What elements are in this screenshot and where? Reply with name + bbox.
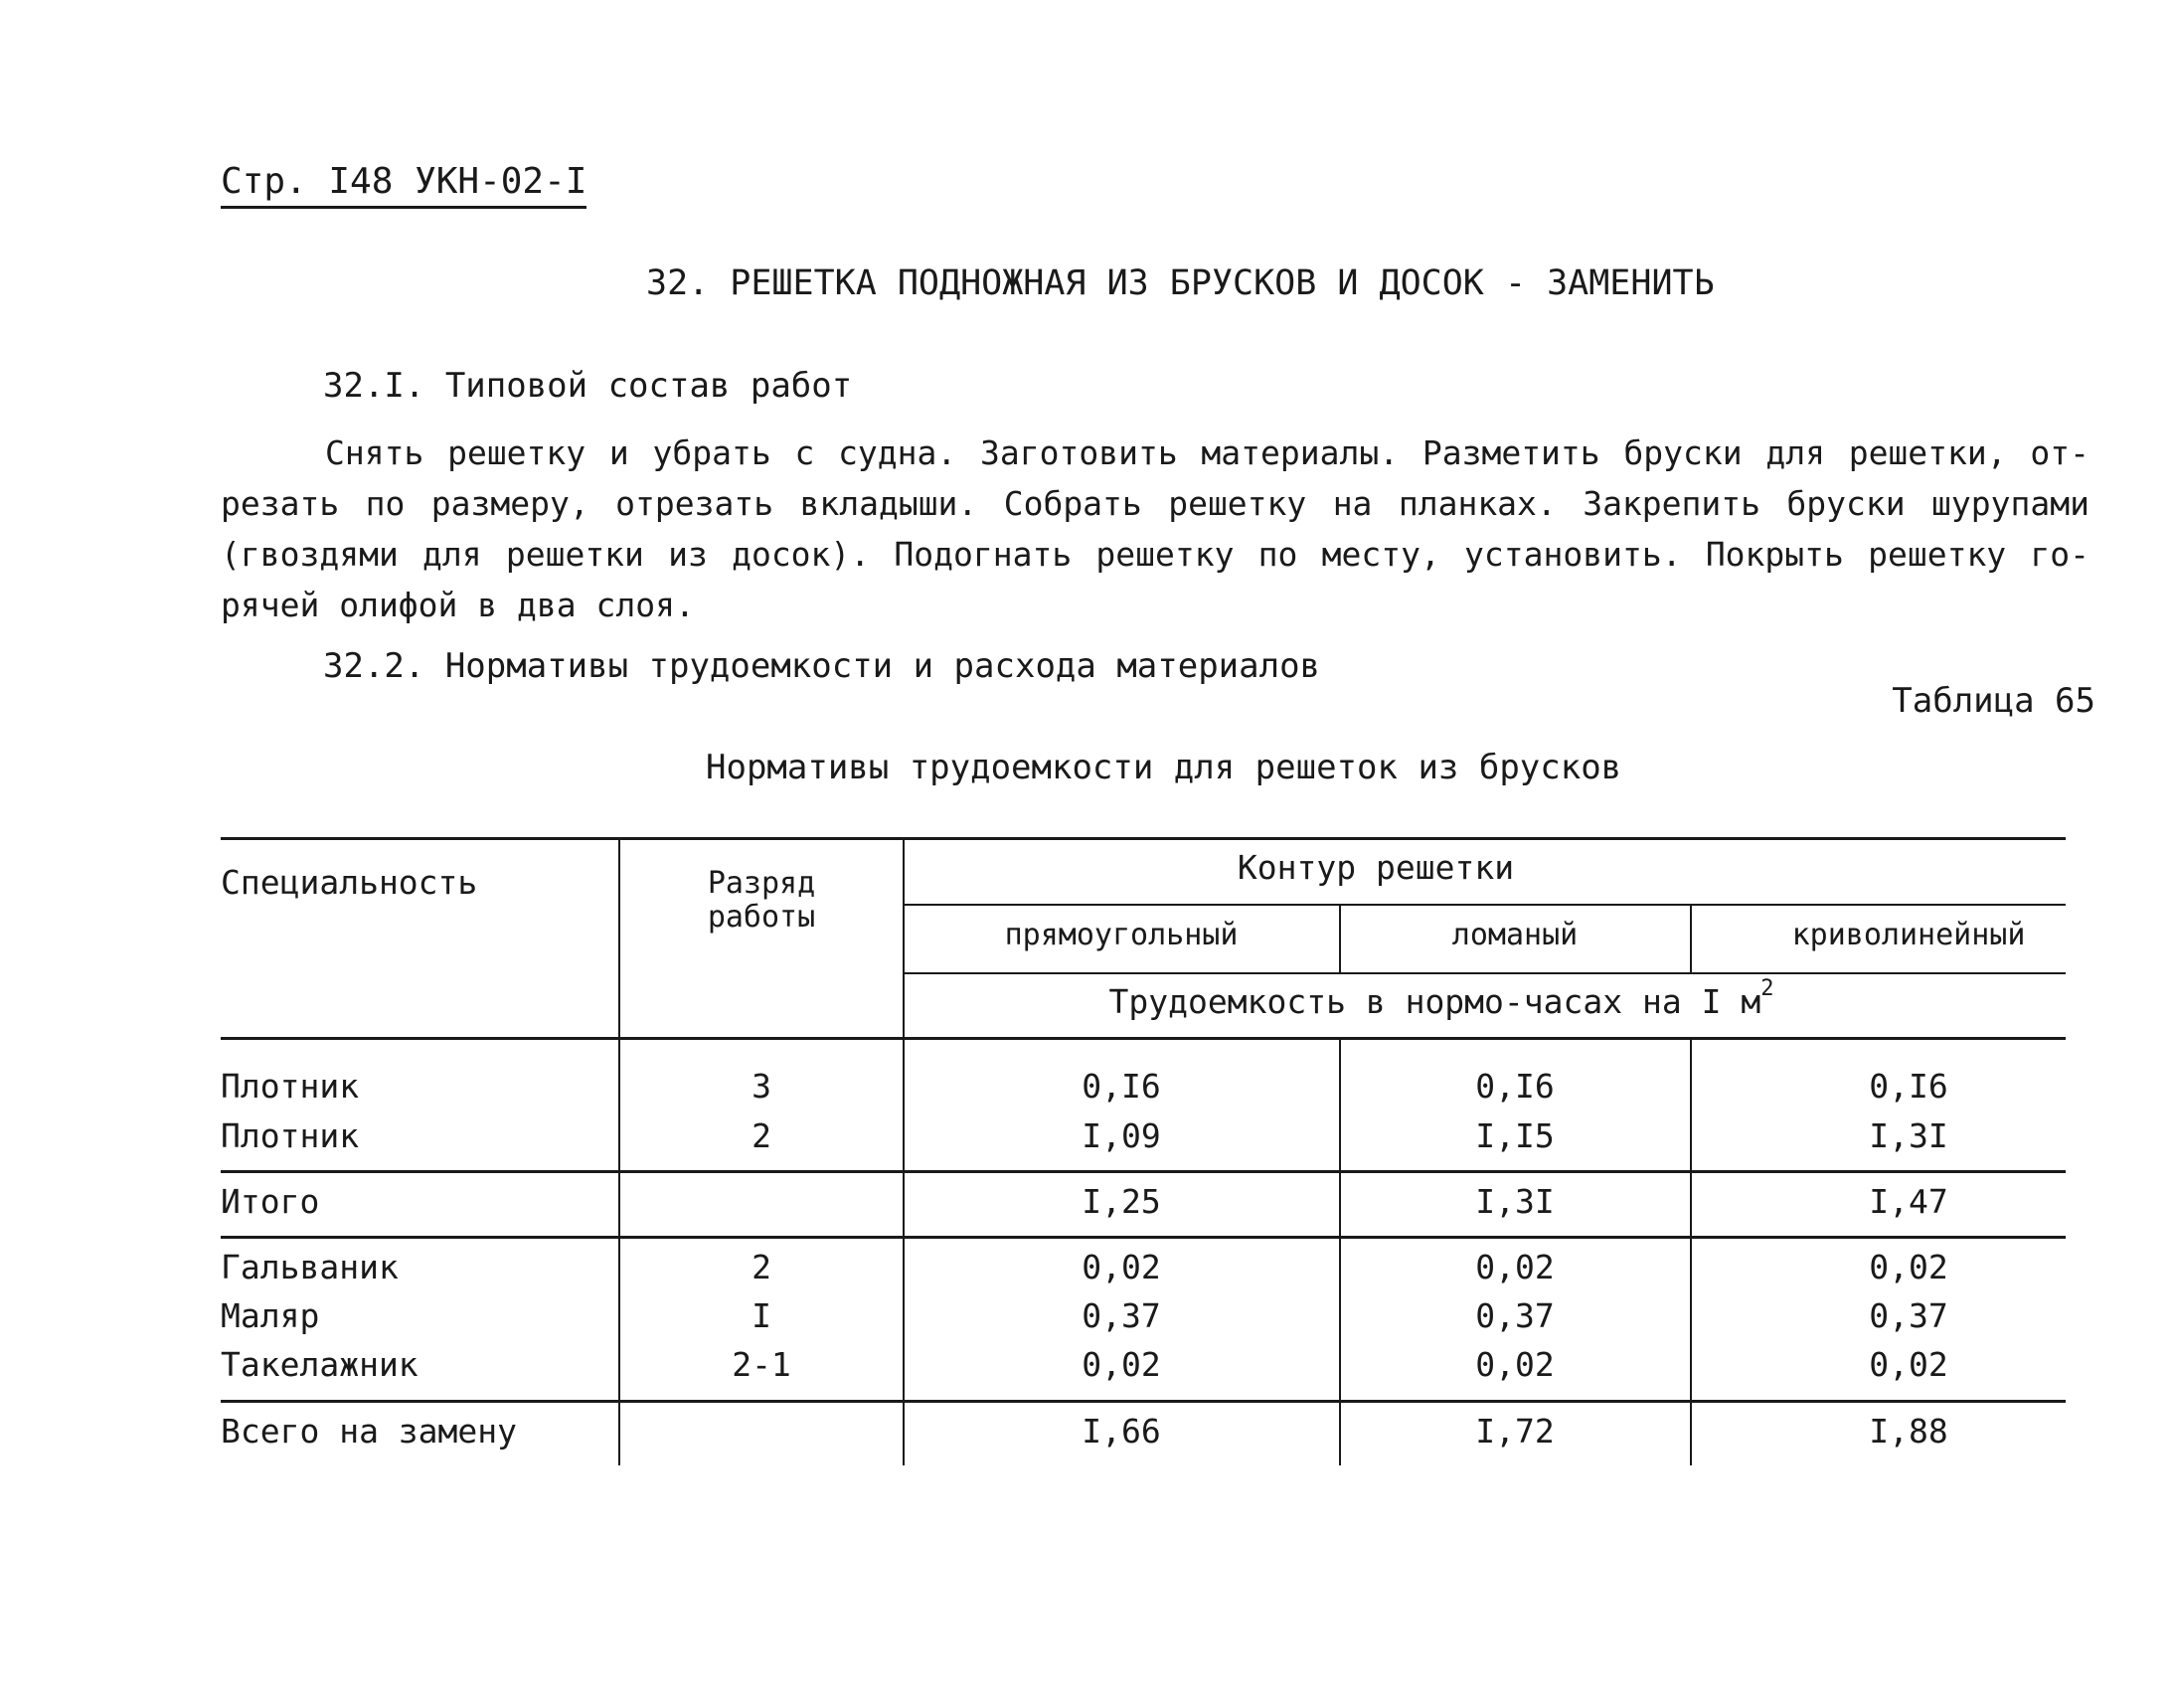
col-divider [1339,904,1341,972]
paragraph-line: рячей олифой в два слоя. [221,586,695,624]
header-grade-line2: работы [707,900,816,935]
cell-rect: 0,02 [1082,1248,1161,1286]
section-title: 32. РЕШЕТКА ПОДНОЖНАЯ ИЗ БРУСКОВ И ДОСОК - ЗАМЕНИТЬ [646,263,1715,303]
paragraph-line: Снять решетку и убрать с судна. Заготовить материалы. Разметить бруски для решетки, от- [325,433,2089,472]
cell-broken: I,I5 [1475,1116,1555,1155]
cell-broken: 0,I6 [1475,1067,1555,1106]
cell-grade: 2-1 [732,1345,791,1384]
table-title: Нормативы трудоемкости для решеток из брусков [706,748,1622,787]
table-top-rule [221,837,2066,840]
subsection-heading-norms: 32.2. Нормативы трудоемкости и расхода материалов [323,646,1321,686]
col-divider [1690,904,1692,972]
cell-curved: 0,37 [1869,1296,1948,1335]
subtotal-top-rule [221,1170,2066,1173]
cell-specialty: Маляр [221,1296,320,1335]
cell-curved: 0,I6 [1869,1067,1948,1106]
page-header: Стр. I48 УКН-02-I [221,161,586,209]
header-contour-rule [905,904,2066,906]
header-unit-text: Трудоемкость в нормо-часах на I м [1108,982,1761,1021]
header-unit [1108,976,1774,1021]
cell-specialty: Такелажник [221,1345,418,1384]
header-contour: Контур решетки [1237,848,1515,887]
subsection-heading-work-composition: 32.I. Типовой состав работ [323,366,853,406]
paragraph-line: (гвоздями для решетки из досок). Подогнать решетку по месту, установить. Покрыть решетку го- [221,535,2089,574]
header-col-curved: криволинейный [1791,918,2026,952]
cell-rect: I,25 [1082,1182,1161,1221]
header-col-broken: ломаный [1451,918,1579,952]
cell-curved: I,47 [1869,1182,1948,1221]
cell-grade: 2 [752,1116,771,1155]
col-divider [1339,1037,1341,1465]
cell-curved: I,88 [1869,1412,1948,1451]
cell-specialty: Итого [221,1182,320,1221]
table-number: Таблица 65 [1892,681,2095,721]
header-bottom-rule [221,1037,2066,1040]
cell-grade: I [752,1296,771,1335]
cell-rect: 0,I6 [1082,1067,1161,1106]
header-specialty: Специальность [221,863,478,902]
cell-curved: 0,02 [1869,1345,1948,1384]
cell-rect: 0,02 [1082,1345,1161,1384]
cell-specialty: Плотник [221,1116,360,1155]
header-col-rectangular: прямоугольный [1004,918,1239,952]
cell-broken: 0,02 [1475,1345,1555,1384]
total-top-rule [221,1400,2066,1403]
col-divider [903,837,905,1465]
cell-broken: I,3I [1475,1182,1555,1221]
cell-rect: I,09 [1082,1116,1161,1155]
col-divider [1690,1037,1692,1465]
header-grade-line1: Разряд [707,866,816,901]
cell-curved: I,3I [1869,1116,1948,1155]
cell-rect: 0,37 [1082,1296,1161,1335]
cell-grade: 2 [752,1248,771,1286]
cell-grade: 3 [752,1067,771,1106]
col-divider [618,837,620,1465]
cell-specialty: Плотник [221,1067,360,1106]
subtotal-bottom-rule [221,1236,2066,1239]
cell-specialty: Всего на замену [221,1412,518,1451]
cell-curved: 0,02 [1869,1248,1948,1286]
header-unit-rule [905,972,2066,974]
cell-rect: I,66 [1082,1412,1161,1451]
cell-broken: 0,02 [1475,1248,1555,1286]
cell-broken: 0,37 [1475,1296,1555,1335]
paragraph-line: резать по размеру, отрезать вкладыши. Собрать решетку на планках. Закрепить бруски шурупами [221,484,2089,523]
header-unit-sup: 2 [1760,976,1774,1001]
cell-broken: I,72 [1475,1412,1555,1451]
cell-specialty: Гальваник [221,1248,399,1286]
